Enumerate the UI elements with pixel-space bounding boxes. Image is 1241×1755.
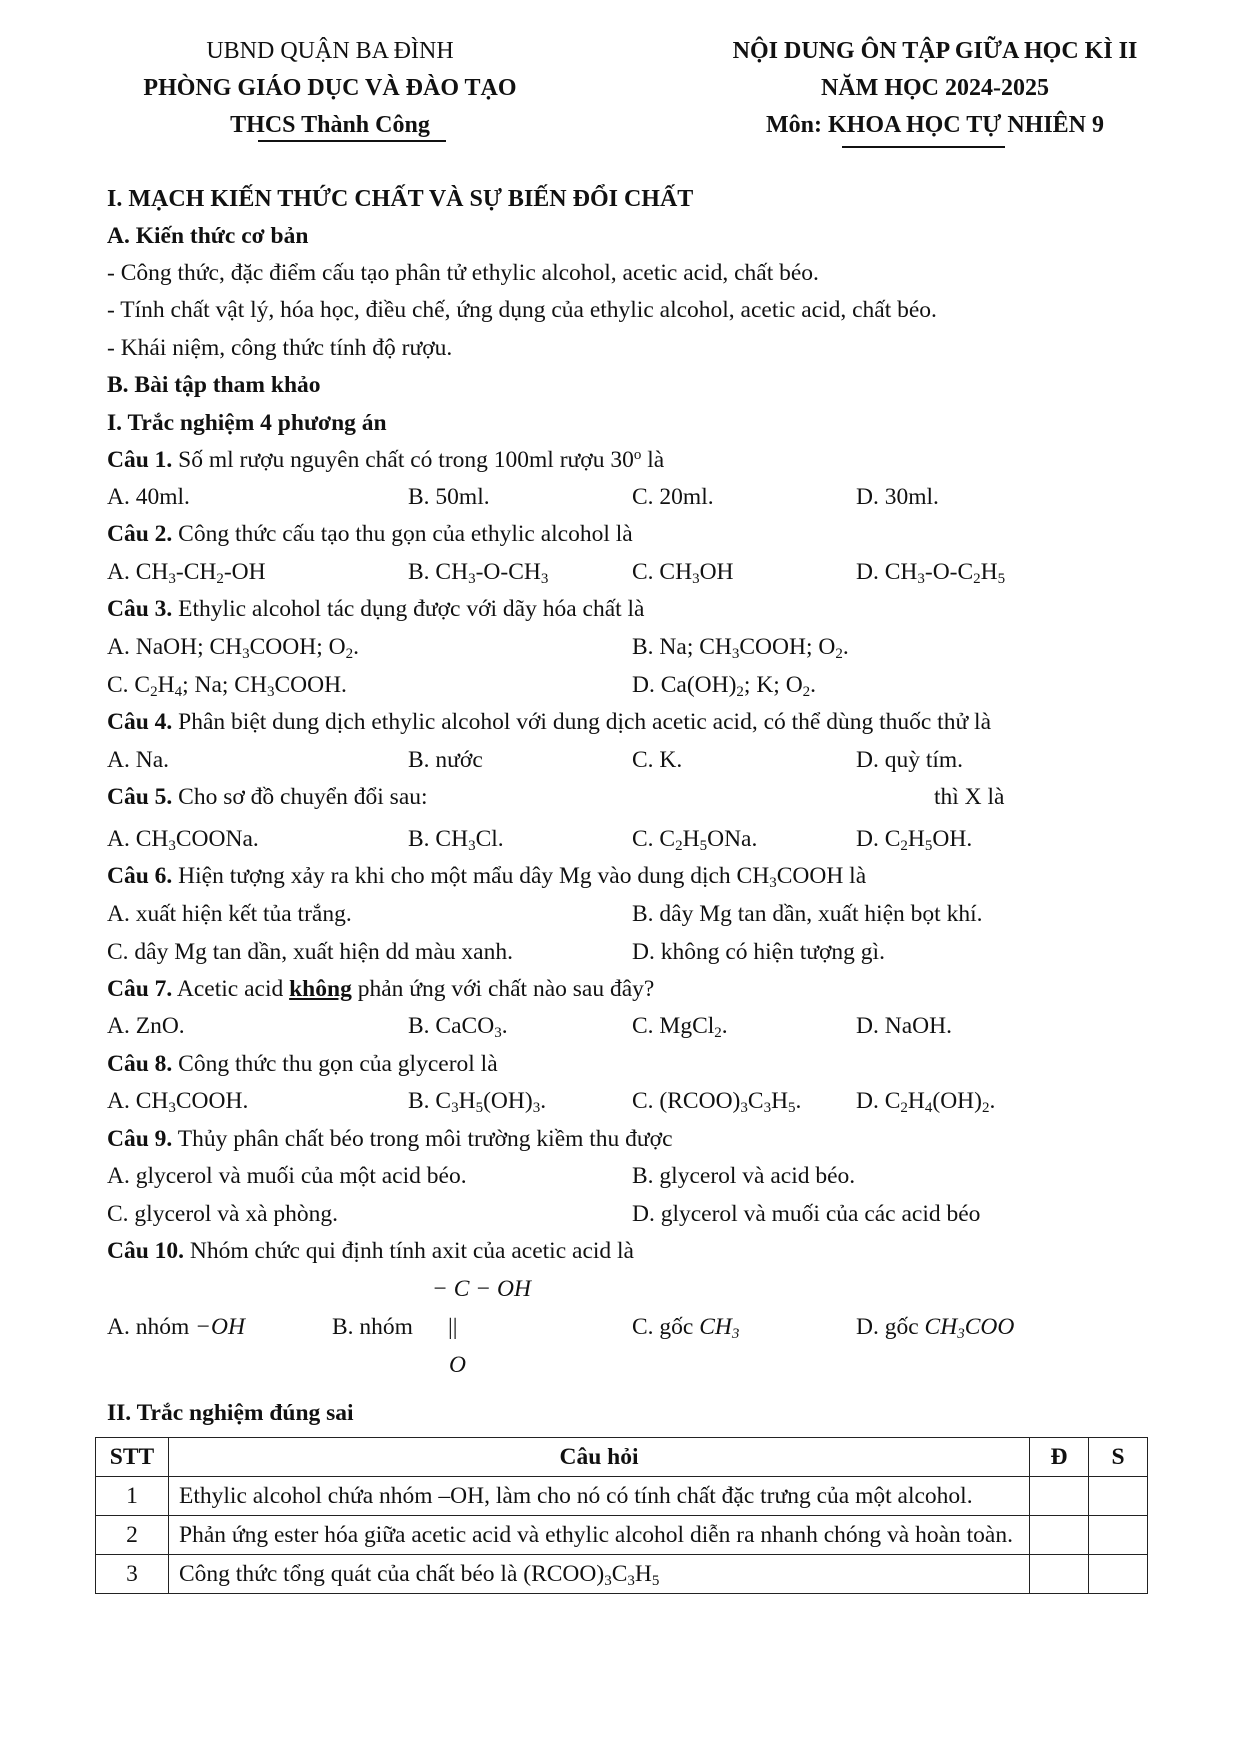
true-false-table <box>95 1437 1148 1594</box>
q3-option-a: A. NaOH; $CH_3COOH$; $O_2$. <box>107 634 359 662</box>
q10-option-c: C. gốc $CH_3$ <box>632 1314 740 1342</box>
table-row <box>96 1516 1148 1555</box>
q8-option-d: D. $C_2H_4(OH)_2$. <box>856 1088 996 1116</box>
q9-option-a: A. glycerol và muối của một acid béo. <box>107 1163 467 1189</box>
question-4: Câu 4. Phân biệt dung dịch ethylic alcohol với dung dịch acetic acid, có thể dùng thuốc thử là <box>107 709 992 735</box>
question-3: Câu 3. Ethylic alcohol tác dụng được với dãy hóa chất là <box>107 596 645 622</box>
q8-option-c: C. $(RCOO)_3C_3H_5$. <box>632 1088 802 1116</box>
section1-title: I. MẠCH KIẾN THỨC CHẤT VÀ SỰ BIẾN ĐỔI CHẤT <box>107 186 694 212</box>
knowledge-item: - Tính chất vật lý, hóa học, điều chế, ứng dụng của ethylic alcohol, acetic acid, chất béo. <box>107 297 937 323</box>
q4-option-b: B. nước <box>408 747 483 773</box>
row-question: Phản ứng ester hóa giữa acetic acid và ethylic alcohol diễn ra nhanh chóng và hoàn toàn. <box>169 1516 1030 1555</box>
section-a-title: A. Kiến thức cơ bản <box>107 223 309 249</box>
q2-option-d: D. $CH_3-O-C_2H_5$ <box>856 559 1006 587</box>
q4-option-c: C. K. <box>632 747 683 773</box>
mc-title: I. Trắc nghiệm 4 phương án <box>107 410 387 436</box>
header-left <box>100 33 560 144</box>
q6-option-c: C. dây Mg tan dần, xuất hiện dd màu xanh. <box>107 939 513 965</box>
q1-option-a: A. 40ml. <box>107 484 190 510</box>
carboxyl-formula-top: − C − OH <box>432 1276 531 1302</box>
q9-option-c: C. glycerol và xà phòng. <box>107 1201 339 1227</box>
question-10: Câu 10. Nhóm chức qui định tính axit của acetic acid là <box>107 1238 634 1264</box>
table-row <box>96 1555 1148 1594</box>
question-1: Câu 1. Số ml rượu nguyên chất có trong 100ml rượu 30$^o$ là <box>107 447 665 473</box>
district-name: UBND QUẬN BA ĐÌNH <box>206 38 454 64</box>
q7-option-c: C. MgCl$_2$. <box>632 1013 728 1041</box>
question-5-tail: thì X là <box>934 784 1005 810</box>
q5-option-a: A. $CH_3COONa$. <box>107 826 259 854</box>
question-7: Câu 7. Acetic acid không phản ứng với chất nào sau đây? <box>107 976 655 1002</box>
q5-option-c: C. $C_2H_5ONa$. <box>632 826 758 854</box>
school-year: NĂM HỌC 2024-2025 <box>821 75 1049 101</box>
question-2: Câu 2. Công thức cấu tạo thu gọn của ethylic alcohol là <box>107 521 633 547</box>
q1-option-d: D. 30ml. <box>856 484 939 510</box>
q1-option-b: B. 50ml. <box>408 484 490 510</box>
carboxyl-oxygen: O <box>449 1352 466 1378</box>
subject: Môn: KHOA HỌC TỰ NHIÊN 9 <box>765 112 1105 138</box>
q3-option-b: B. Na; $CH_3COOH$; $O_2$. <box>632 634 849 662</box>
q2-option-c: C. $CH_3OH$ <box>632 559 734 587</box>
q6-option-a: A. xuất hiện kết tủa trắng. <box>107 901 352 927</box>
false-cell[interactable] <box>1089 1516 1148 1555</box>
school-underline <box>258 140 446 142</box>
header-true: Đ <box>1030 1438 1089 1477</box>
q3-option-c: C. $C_2H_4$; Na; $CH_3COOH$. <box>107 672 347 700</box>
q8-option-a: A. $CH_3COOH$. <box>107 1088 249 1116</box>
question-6: Câu 6. Hiện tượng xảy ra khi cho một mẩu dây Mg vào dung dịch $CH_3COOH$ là <box>107 863 867 891</box>
header-right <box>690 33 1180 144</box>
header-question: Câu hỏi <box>169 1438 1030 1477</box>
q2-option-b: B. $CH_3-O-CH_3$ <box>408 559 549 587</box>
false-cell[interactable] <box>1089 1555 1148 1594</box>
department-name: PHÒNG GIÁO DỤC VÀ ĐÀO TẠO <box>143 75 517 101</box>
q7-option-b: B. CaCO$_3$. <box>408 1013 508 1041</box>
question-8: Câu 8. Công thức thu gọn của glycerol là <box>107 1051 498 1077</box>
q9-option-b: B. glycerol và acid béo. <box>632 1163 856 1189</box>
q10-option-d: D. gốc $CH_3COO$ <box>856 1314 1015 1342</box>
row-number: 1 <box>96 1477 169 1516</box>
table-header-row <box>96 1438 1148 1477</box>
row-question: Ethylic alcohol chứa nhóm –OH, làm cho nó có tính chất đặc trưng của một alcohol. <box>169 1477 1030 1516</box>
q2-option-a: A. $CH_3-CH_2-OH$ <box>107 559 266 587</box>
knowledge-item: - Công thức, đặc điểm cấu tạo phân tử ethylic alcohol, acetic acid, chất béo. <box>107 260 819 286</box>
section-b-title: B. Bài tập tham khảo <box>107 372 321 398</box>
false-cell[interactable] <box>1089 1477 1148 1516</box>
true-cell[interactable] <box>1030 1477 1089 1516</box>
q6-option-b: B. dây Mg tan dần, xuất hiện bọt khí. <box>632 901 983 927</box>
q10-option-a: A. nhóm −OH <box>107 1314 245 1340</box>
q5-option-b: B. $CH_3Cl$. <box>408 826 504 854</box>
true-cell[interactable] <box>1030 1555 1089 1594</box>
q8-option-b: B. $C_3H_5(OH)_3$. <box>408 1088 547 1116</box>
q7-option-a: A. ZnO. <box>107 1013 185 1039</box>
true-cell[interactable] <box>1030 1516 1089 1555</box>
subject-underline <box>842 146 1005 148</box>
row-question: Công thức tổng quát của chất béo là $(RCOO)_3C_3H_5$ <box>169 1555 1030 1594</box>
header-false: S <box>1089 1438 1148 1477</box>
question-5: Câu 5. Cho sơ đồ chuyển đổi sau: <box>107 784 428 810</box>
knowledge-item: - Khái niệm, công thức tính độ rượu. <box>107 335 453 361</box>
section2-title: II. Trắc nghiệm đúng sai <box>107 1400 354 1426</box>
carboxyl-double-bond: || <box>448 1314 458 1340</box>
q10-option-b-label: B. nhóm <box>332 1314 413 1340</box>
q1-option-c: C. 20ml. <box>632 484 714 510</box>
q9-option-d: D. glycerol và muối của các acid béo <box>632 1201 981 1227</box>
q4-option-a: A. Na. <box>107 747 169 773</box>
school-name: THCS Thành Công <box>230 112 430 138</box>
q3-option-d: D. $Ca(OH)_2$; K; $O_2$. <box>632 672 817 700</box>
q7-option-d: D. NaOH. <box>856 1013 952 1039</box>
q6-option-d: D. không có hiện tượng gì. <box>632 939 885 965</box>
question-9: Câu 9. Thủy phân chất béo trong môi trường kiềm thu được <box>107 1126 673 1152</box>
header-stt: STT <box>96 1438 169 1477</box>
q4-option-d: D. quỳ tím. <box>856 747 964 773</box>
table-row <box>96 1477 1148 1516</box>
row-number: 3 <box>96 1555 169 1594</box>
row-number: 2 <box>96 1516 169 1555</box>
emphasis-not: không <box>289 976 352 1002</box>
doc-title: NỘI DUNG ÔN TẬP GIỮA HỌC KÌ II <box>732 38 1138 64</box>
q5-option-d: D. $C_2H_5OH$. <box>856 826 973 854</box>
